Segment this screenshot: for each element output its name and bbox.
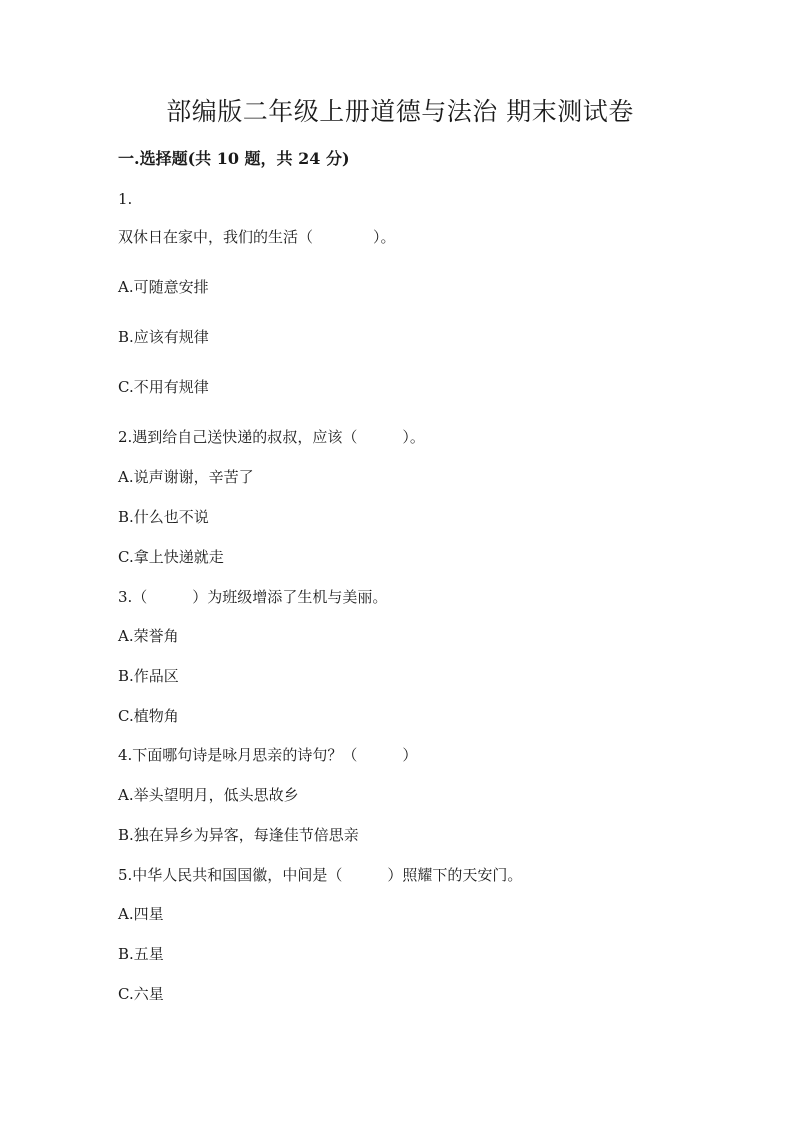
question-4-option-b: B.独在异乡为异客，每逢佳节倍思亲 xyxy=(118,826,359,844)
question-5-option-b: B.五星 xyxy=(118,945,164,963)
question-3-option-a: A.荣誉角 xyxy=(118,627,179,645)
section-heading: 一.选择题(共 10 题，共 24 分) xyxy=(118,149,350,168)
question-2-option-c: C.拿上快递就走 xyxy=(118,548,224,566)
question-2-stem: 2.遇到给自己送快递的叔叔，应该（ ）。 xyxy=(118,428,425,446)
question-1-option-a: A.可随意安排 xyxy=(118,278,209,296)
page-title: 部编版二年级上册道德与法治 期末测试卷 xyxy=(166,97,634,126)
question-2-option-b: B.什么也不说 xyxy=(118,508,209,526)
question-1-stem: 双休日在家中，我们的生活（ ）。 xyxy=(118,228,396,246)
question-5-option-a: A.四星 xyxy=(118,905,164,923)
question-1-number: 1. xyxy=(118,190,133,208)
question-5-option-c: C.六星 xyxy=(118,985,164,1003)
question-1-option-b: B.应该有规律 xyxy=(118,328,209,346)
question-3-option-c: C.植物角 xyxy=(118,707,179,725)
question-4-stem: 4.下面哪句诗是咏月思亲的诗句？（ ） xyxy=(118,746,418,764)
question-4-option-a: A.举头望明月，低头思故乡 xyxy=(118,786,299,804)
question-3-option-b: B.作品区 xyxy=(118,667,179,685)
question-2-option-a: A.说声谢谢，辛苦了 xyxy=(118,468,254,486)
question-5-stem: 5.中华人民共和国国徽，中间是（ ）照耀下的天安门。 xyxy=(118,866,523,884)
question-3-stem: 3.（ ）为班级增添了生机与美丽。 xyxy=(118,588,388,606)
question-1-option-c: C.不用有规律 xyxy=(118,378,209,396)
